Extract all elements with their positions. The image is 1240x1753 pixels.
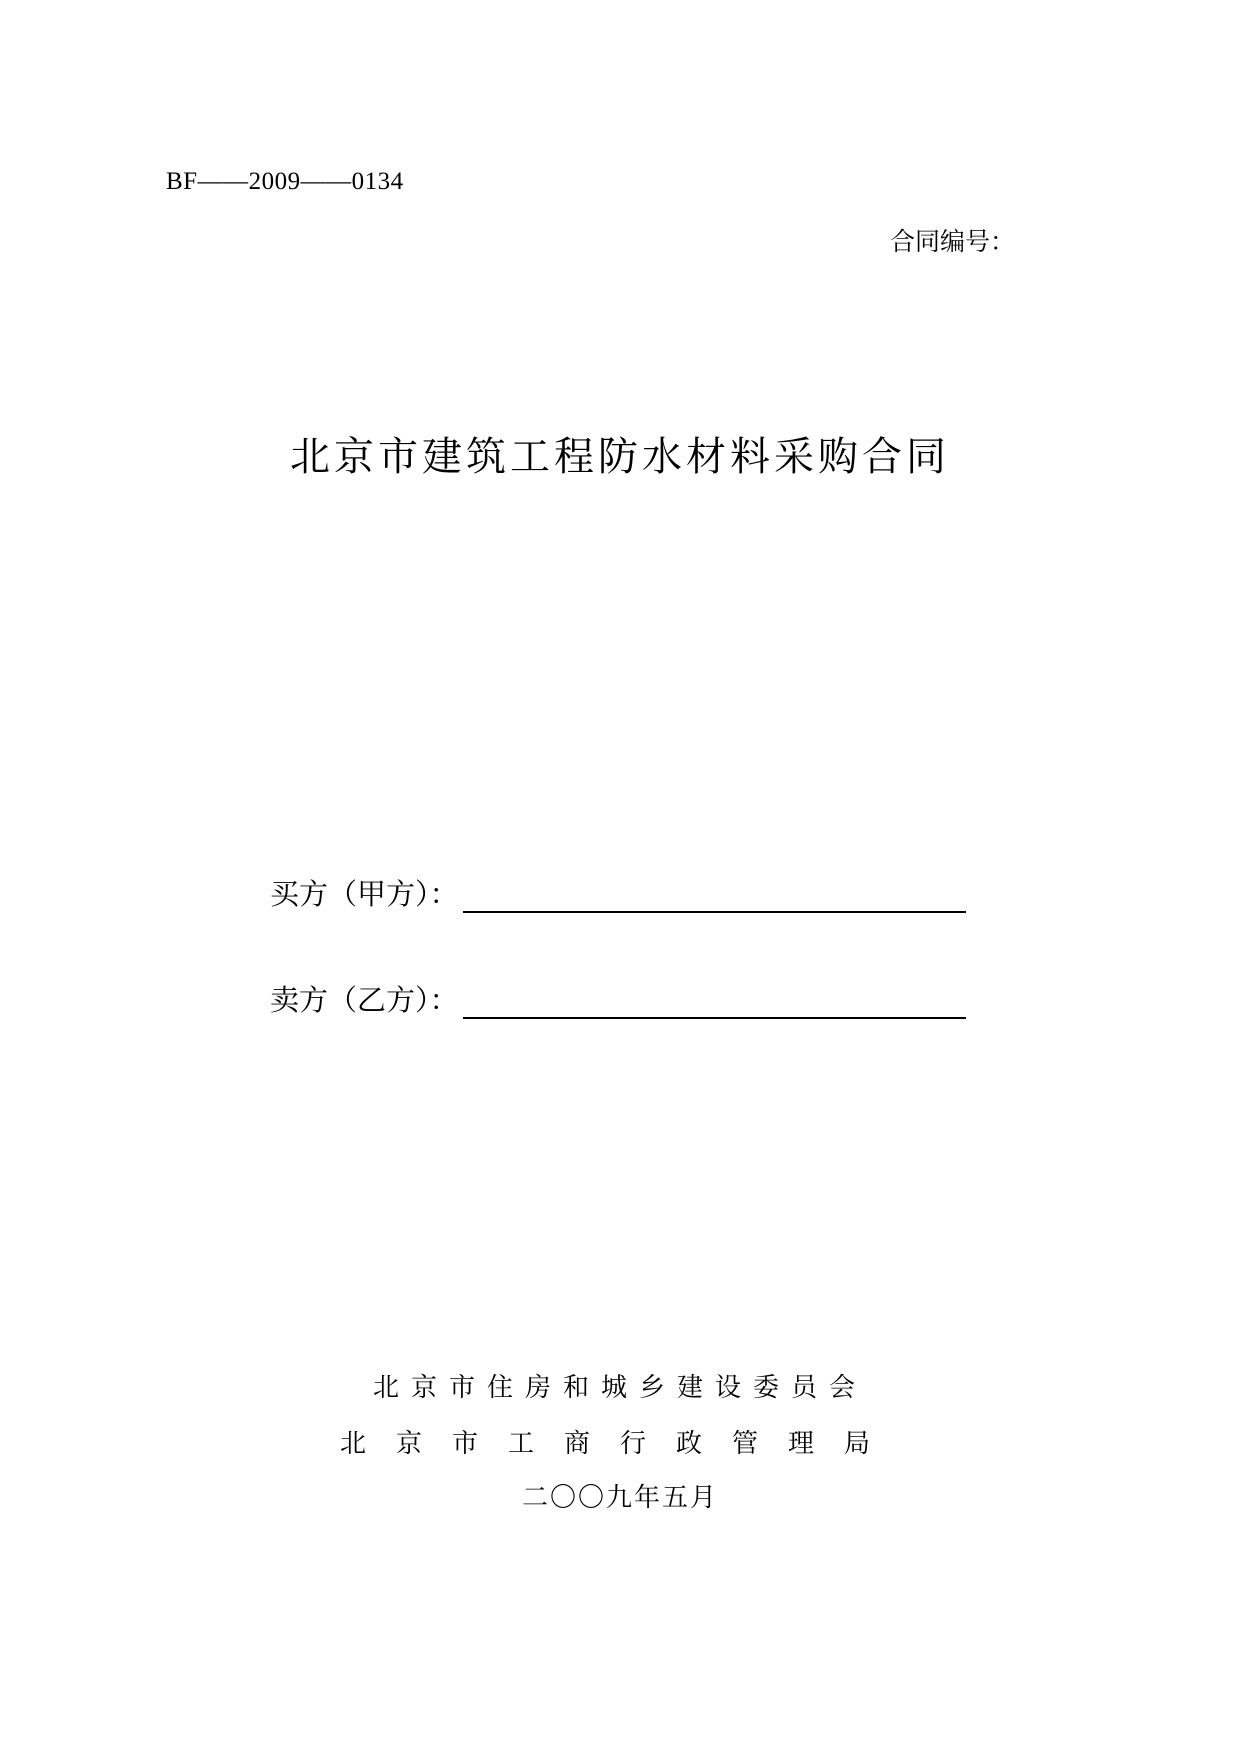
buyer-label: 买方（甲方）：: [270, 877, 459, 911]
issuer-block: [0, 1360, 1240, 1524]
seller-field[interactable]: [463, 981, 966, 1019]
seller-label: 卖方（乙方）：: [270, 983, 459, 1017]
issuer-industry-commerce-bureau: 北京市工商行政管理局: [339, 1429, 900, 1459]
seller-row: [270, 978, 966, 1019]
buyer-field[interactable]: [463, 875, 966, 913]
page-title: 北京市建筑工程防水材料采购合同: [290, 434, 950, 480]
contract-number-label: 合同编号：: [889, 227, 1015, 256]
issuer-housing-commission: 北京市住房和城乡建设委员会: [372, 1373, 867, 1403]
issue-date: 二〇〇九年五月: [521, 1483, 718, 1513]
buyer-row: [270, 872, 966, 913]
document-code: BF——2009——0134: [166, 168, 404, 195]
